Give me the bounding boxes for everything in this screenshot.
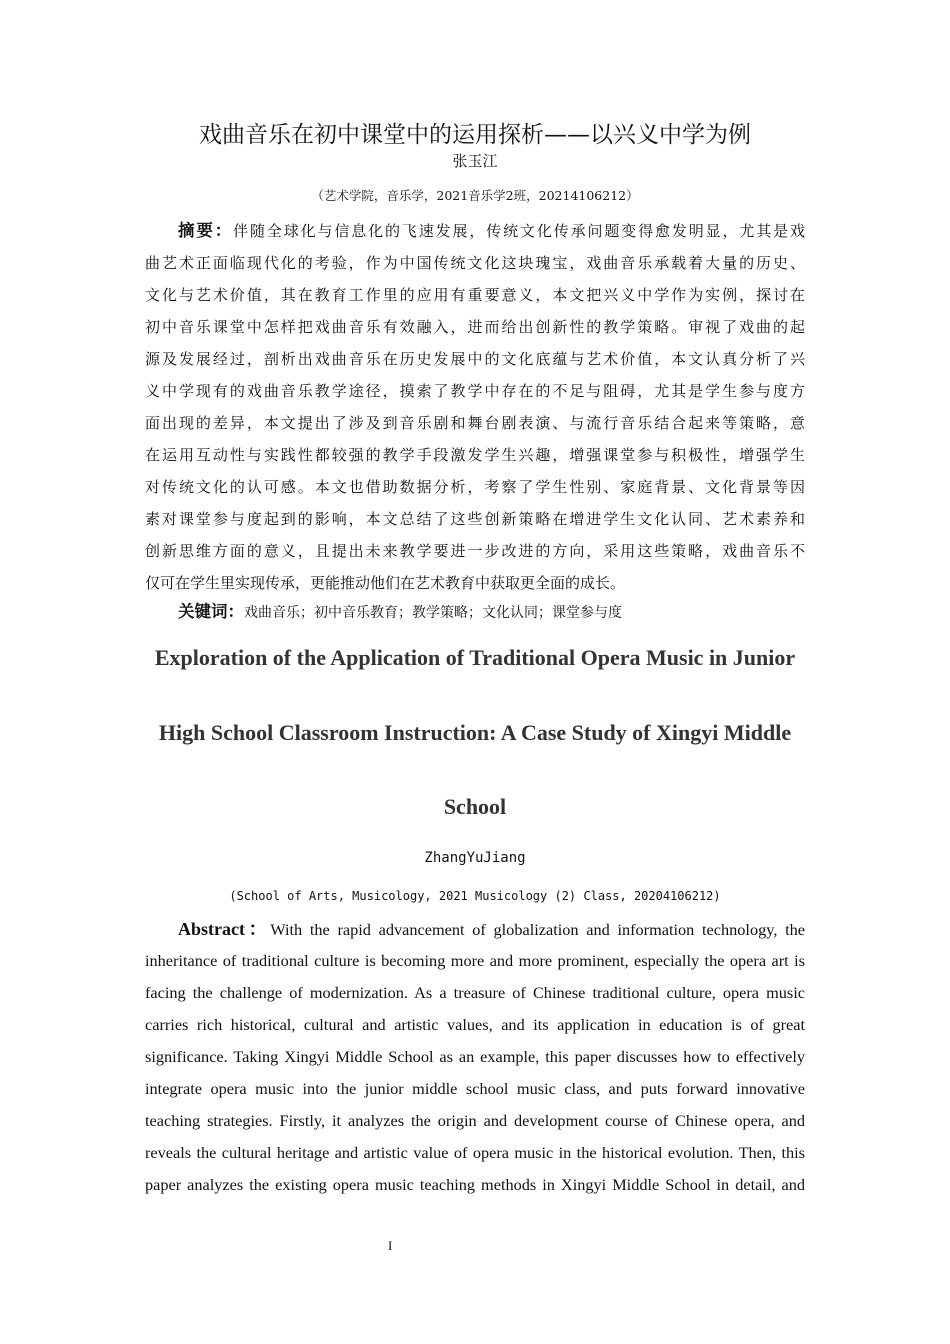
keywords-label: 关键词： [178, 602, 244, 621]
english-abstract [145, 913, 805, 1201]
abstract-line: 源及发展经过，剖析出戏曲音乐在历史发展中的文化底蕴与艺术价值，本文认真分析了兴 [145, 350, 805, 368]
english-title-line: High School Classroom Instruction: A Case Study of Xingyi Middle [158, 720, 792, 745]
chinese-affiliation: （艺术学院，音乐学，2021音乐学2班，20214106212） [311, 188, 639, 203]
abstract-line: facing the challenge of modernization. As a treasure of Chinese traditional culture, opera music [145, 983, 805, 1002]
abstract-line: 在运用互动性与实践性都较强的教学手段激发学生兴趣，增强课堂参与积极性，增强学生 [145, 446, 805, 464]
abstract-line: significance. Taking Xingyi Middle School as an example, this paper discusses how to effectively [145, 1047, 805, 1066]
abstract-line: 创新思维方面的意义，且提出未来教学要进一步改进的方向，采用这些策略，戏曲音乐不 [145, 542, 805, 560]
abstract-line: 初中音乐课堂中怎样把戏曲音乐有效融入，进而给出创新性的教学策略。审视了戏曲的起 [145, 318, 805, 336]
abstract-label: Abstract： [178, 919, 271, 939]
abstract-label: 摘要： [178, 221, 234, 240]
english-title-line: Exploration of the Application of Traditional Opera Music in Junior [154, 645, 796, 670]
abstract-line: 面出现的差异，本文提出了涉及到音乐剧和舞台剧表演、与流行音乐结合起来等策略，意 [145, 414, 805, 432]
chinese-abstract [145, 215, 805, 599]
abstract-text: With the rapid advancement of globalization and information technology, the [270, 920, 805, 939]
abstract-line: inheritance of traditional culture is becoming more and more prominent, especially the opera art is [145, 951, 805, 970]
abstract-line: teaching strategies. Firstly, it analyzes the origin and development course of Chinese opera, and [145, 1111, 805, 1130]
abstract-line: 素对课堂参与度起到的影响，本文总结了这些创新策略在增进学生文化认同、艺术素养和 [145, 510, 805, 528]
english-title-line: School [443, 794, 507, 819]
abstract-line [145, 215, 805, 247]
abstract-line: paper analyzes the existing opera music teaching methods in Xingyi Middle School in detail, and [145, 1175, 805, 1194]
english-affiliation: (School of Arts, Musicology, 2021 Musicology (2) Class, 20204106212) [229, 889, 721, 903]
page-number: I [388, 1238, 393, 1253]
abstract-line: 文化与艺术价值，其在教育工作里的应用有重要意义，本文把兴义中学作为实例，探讨在 [145, 286, 805, 304]
keywords [178, 597, 622, 627]
chinese-author: 张玉江 [452, 152, 498, 170]
abstract-line: 曲艺术正面临现代化的考验，作为中国传统文化这块瑰宝，戏曲音乐承载着大量的历史、 [145, 254, 805, 272]
abstract-line [145, 913, 805, 945]
keywords-text: 戏曲音乐；初中音乐教育；教学策略；文化认同；课堂参与度 [244, 605, 622, 621]
abstract-line: reveals the cultural heritage and artistic value of opera music in the historical evolution. Then, this [145, 1143, 805, 1162]
abstract-line: carries rich historical, cultural and artistic values, and its application in education is of great [145, 1015, 805, 1034]
english-author: ZhangYuJiang [424, 850, 526, 866]
abstract-text: 伴随全球化与信息化的飞速发展，传统文化传承问题变得愈发明显，尤其是戏 [233, 222, 805, 240]
chinese-title: 戏曲音乐在初中课堂中的运用探析——以兴义中学为例 [199, 122, 751, 148]
abstract-line: 仅可在学生里实现传承，更能推动他们在艺术教育中获取更全面的成长。 [145, 574, 626, 592]
abstract-line: integrate opera music into the junior middle school music class, and puts forward innovative [145, 1079, 805, 1098]
abstract-line: 义中学现有的戏曲音乐教学途径，摸索了教学中存在的不足与阻碍，尤其是学生参与度方 [145, 382, 805, 400]
abstract-line: 对传统文化的认可感。本文也借助数据分析，考察了学生性别、家庭背景、文化背景等因 [145, 478, 805, 496]
